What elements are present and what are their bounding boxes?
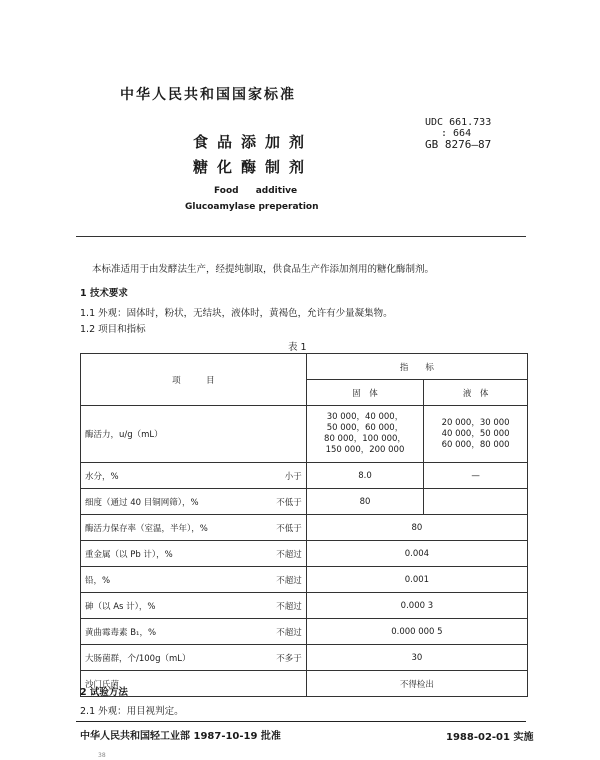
cell-liquid: — (424, 463, 528, 489)
row-requirement: 不低于 (252, 489, 306, 515)
row-requirement: 不超过 (252, 567, 306, 593)
spec-table (80, 353, 528, 697)
row-requirement: 不低于 (252, 515, 306, 541)
solid-line: 30 000，40 000， (326, 412, 404, 422)
cell-value: 0.000 3 (306, 593, 527, 619)
table-row (81, 593, 528, 619)
intro-paragraph: 本标准适用于由发酵法生产，经提纯制取，供食品生产作添加剂用的糖化酶制剂。 (92, 264, 435, 275)
cell-liquid (424, 406, 528, 463)
table-header-row (81, 354, 528, 380)
row-label: 铅，% (81, 567, 253, 593)
table-row (81, 567, 528, 593)
gb-number: GB 8276—87 (425, 138, 492, 151)
cell-value: 0.001 (306, 567, 527, 593)
row-requirement: 不超过 (252, 541, 306, 567)
page-number: 38 (98, 752, 106, 759)
row-label: 砷（以 As 计），% (81, 593, 253, 619)
row-label: 重金属（以 Pb 计），% (81, 541, 253, 567)
clause-2-1: 2.1 外观：用目视判定。 (80, 706, 184, 717)
header-item: 项 目 (81, 354, 307, 406)
liquid-line: 20 000，30 000 (441, 417, 510, 428)
cell-value: 0.004 (306, 541, 527, 567)
standard-title: 中华人民共和国国家标准 (120, 87, 296, 103)
liquid-line: 40 000，50 000 (441, 428, 510, 439)
cell-solid: 8.0 (306, 463, 423, 489)
title-zh-line-1: 食品添加剂 (193, 133, 314, 151)
clause-1-2: 1.2 项目和指标 (80, 324, 146, 335)
row-requirement (252, 671, 306, 697)
approval-line: 中华人民共和国轻工业部 1987-10-19 批准 (80, 731, 281, 742)
table-row (81, 645, 528, 671)
row-label: 酶活力，u/g（mL） (81, 406, 307, 463)
cell-value: 不得检出 (306, 671, 527, 697)
cell-solid: 80 (306, 489, 423, 515)
row-label: 酶活力保存率（室温，半年），% (81, 515, 253, 541)
row-label: 沙门氏菌 (81, 671, 253, 697)
section-1-heading: 1 技术要求 (80, 288, 128, 299)
udc-code (425, 117, 491, 139)
header-divider (76, 236, 526, 237)
row-label: 细度（通过 40 目铜网筛），% (81, 489, 253, 515)
cell-value: 0.000 000 5 (306, 619, 527, 645)
footer-divider (76, 721, 526, 722)
row-requirement: 不超过 (252, 593, 306, 619)
title-zh-line-2: 糖化酶制剂 (193, 158, 314, 176)
liquid-line: 60 000，80 000 (441, 439, 510, 450)
table-row (81, 463, 528, 489)
table-row (81, 619, 528, 645)
title-en-line-2: Glucoamylase preperation (185, 202, 319, 212)
header-liquid: 液 体 (424, 380, 528, 406)
table-row (81, 515, 528, 541)
implementation-line: 1988-02-01 实施 (446, 732, 534, 743)
title-en-line-1: Food additive (214, 186, 298, 196)
table-row (81, 406, 528, 463)
header-index: 指 标 (306, 354, 527, 380)
section-2-heading: 2 试验方法 (80, 687, 128, 698)
solid-line: 80 000，100 000， (324, 434, 406, 444)
row-label: 水分，% (81, 463, 253, 489)
cell-solid (306, 406, 423, 463)
row-requirement: 不超过 (252, 619, 306, 645)
table-row (81, 541, 528, 567)
udc-line-2: : 664 (441, 128, 472, 139)
udc-line-1: UDC 661.733 (425, 117, 492, 128)
table-row (81, 489, 528, 515)
solid-line: 50 000，60 000， (326, 423, 404, 433)
row-label: 大肠菌群，个/100g（mL） (81, 645, 253, 671)
row-label: 黄曲霉毒素 B₁，% (81, 619, 253, 645)
header-solid: 固 体 (306, 380, 423, 406)
row-requirement: 不多于 (252, 645, 306, 671)
cell-value: 80 (306, 515, 527, 541)
solid-line: 150 000，200 000 (325, 445, 405, 455)
cell-value: 30 (306, 645, 527, 671)
table-caption: 表 1 (288, 342, 307, 353)
table-row (81, 671, 528, 697)
clause-1-1: 1.1 外观：固体时，粉状，无结块，液体时，黄褐色，允许有少量凝集物。 (80, 308, 393, 319)
cell-liquid (424, 489, 528, 515)
row-requirement: 小于 (252, 463, 306, 489)
